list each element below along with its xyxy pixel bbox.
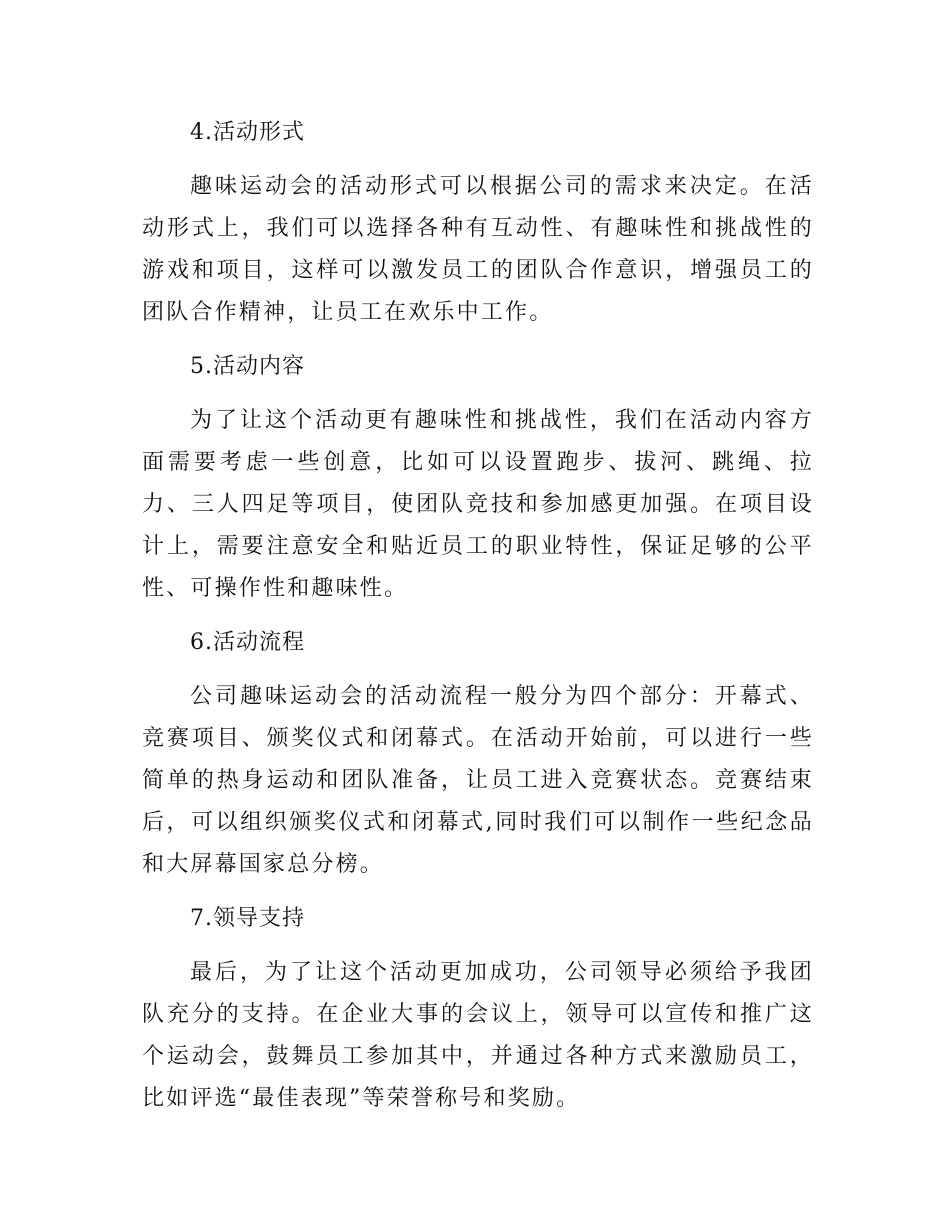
document-page (142, 112, 814, 1132)
heading-leadership-support: 7.领导支持 (190, 906, 305, 931)
paragraph-activity-content: 为了让这个活动更有趣味性和挑战性，我们在活动内容方面需要考虑一些创意，比如可以设置跑步、拔河、跳绳、拉力、三人四足等项目，使团队竞技和参加感更加强。在项目设计上，需要注意安全和贴近员工的职业特性，保证足够的公平性、可操作性和趣味性。 (142, 408, 814, 601)
paragraph-activity-format: 趣味运动会的活动形式可以根据公司的需求来决定。在活动形式上，我们可以选择各种有互动性、有趣味性和挑战性的游戏和项目，这样可以激发员工的团队合作意识，增强员工的团队合作精神，让员工在欢乐中工作。 (142, 174, 814, 325)
paragraph-activity-process: 公司趣味运动会的活动流程一般分为四个部分：开幕式、竞赛项目、颁奖仪式和闭幕式。在活动开始前，可以进行一些简单的热身运动和团队准备，让员工进入竞赛状态。竞赛结束后，可以组织颁奖仪式和闭幕式,同时我们可以制作一些纪念品和大屏幕国家总分榜。 (142, 684, 814, 877)
heading-activity-format: 4.活动形式 (190, 120, 305, 145)
paragraph-leadership-support: 最后，为了让这个活动更加成功，公司领导必须给予我团队充分的支持。在企业大事的会议上，领导可以宣传和推广这个运动会，鼓舞员工参加其中，并通过各种方式来激励员工，比如评选“最佳表现”等荣誉称号和奖励。 (142, 960, 814, 1111)
heading-activity-process: 6.活动流程 (190, 630, 305, 655)
heading-activity-content: 5.活动内容 (190, 354, 305, 379)
